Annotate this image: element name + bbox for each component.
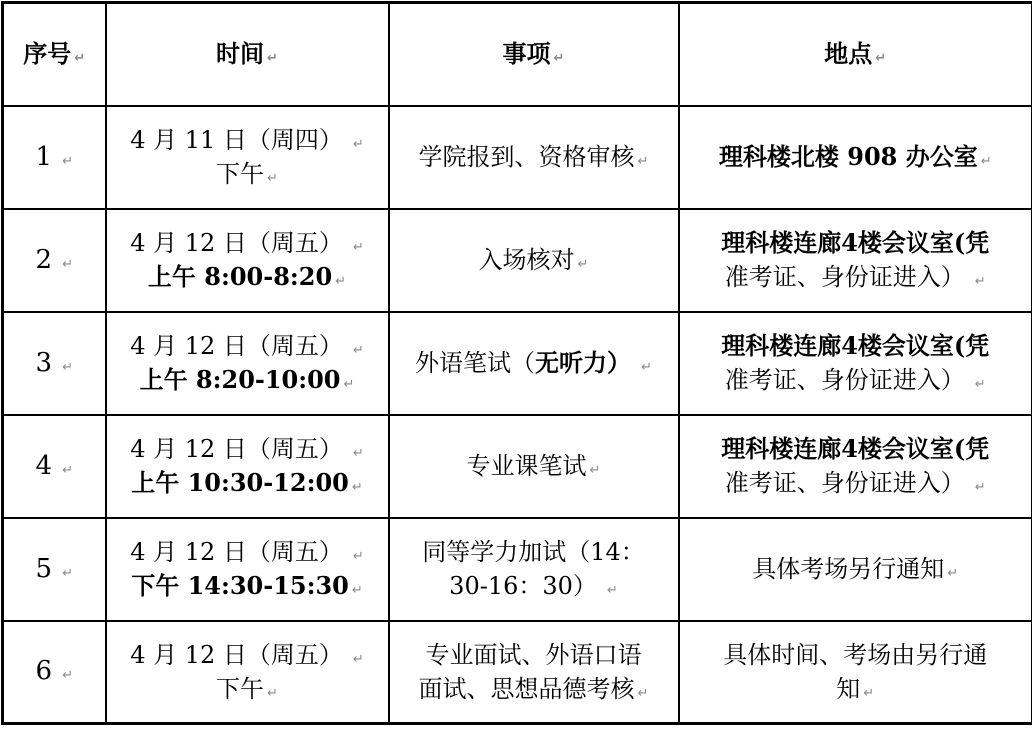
paragraph-mark-icon: ↵ (351, 480, 363, 495)
paragraph-mark-icon: ↵ (267, 685, 278, 701)
item-text: 入场核对 (478, 245, 575, 274)
item-text-line1: 专业面试、外语口语 (425, 640, 642, 669)
row-number: 2 (35, 244, 53, 275)
row-number: 1 (35, 141, 53, 172)
time-period: 下午 14:30-15:30 (131, 571, 349, 600)
row-number-cell (3, 621, 106, 724)
paragraph-mark-icon: ↵ (62, 256, 73, 272)
place-cell (679, 209, 1032, 312)
row-number: 3 (35, 347, 53, 378)
paragraph-mark-icon: ↵ (352, 342, 364, 358)
time-date: 4 月 12 日（周五） (130, 640, 343, 669)
table-row (3, 518, 1032, 621)
table-row (3, 209, 1032, 312)
paragraph-mark-icon: ↵ (62, 668, 73, 684)
paragraph-mark-icon: ↵ (352, 239, 364, 255)
time-cell (106, 312, 389, 415)
place-text: 理科楼北楼 908 办公室 (718, 141, 978, 171)
time-period: 下午 (216, 674, 265, 703)
header-cell-time (106, 3, 389, 106)
item-text-regular: 外语笔试（ (415, 348, 536, 377)
paragraph-mark-icon: ↵ (62, 153, 73, 169)
header-label-time: 时间 (216, 39, 265, 69)
time-date: 4 月 12 日（周五） (130, 228, 343, 257)
item-text: 专业课笔试 (466, 451, 587, 480)
paragraph-mark-icon: ↵ (980, 153, 992, 169)
paragraph-mark-icon: ↵ (637, 685, 649, 701)
item-cell (389, 415, 679, 518)
paragraph-mark-icon: ↵ (62, 565, 73, 581)
paragraph-mark-icon: ↵ (553, 51, 565, 67)
place-cell (679, 312, 1032, 415)
place-cell (679, 621, 1032, 724)
row-number: 6 (35, 656, 53, 687)
time-cell (106, 209, 389, 312)
time-period: 上午 8:00-8:20 (147, 262, 333, 291)
paragraph-mark-icon: ↵ (351, 583, 363, 598)
paragraph-mark-icon: ↵ (577, 256, 589, 272)
time-date: 4 月 12 日（周五） (130, 434, 343, 463)
paragraph-mark-icon: ↵ (343, 377, 355, 392)
time-cell (106, 621, 389, 724)
place-text: 具体考场另行通知 (752, 554, 945, 583)
paragraph-mark-icon: ↵ (875, 51, 887, 67)
table-row (3, 106, 1032, 209)
time-date: 4 月 12 日（周五） (130, 537, 343, 566)
table-row (3, 621, 1032, 724)
row-number-cell (3, 312, 106, 415)
paragraph-mark-icon: ↵ (974, 480, 986, 495)
header-cell-item (389, 3, 679, 106)
paragraph-mark-icon: ↵ (974, 377, 986, 392)
paragraph-mark-icon: ↵ (267, 171, 278, 186)
header-row (3, 3, 1032, 106)
paragraph-mark-icon: ↵ (606, 583, 618, 598)
place-cell (679, 518, 1032, 621)
item-text: 学院报到、资格审核 (418, 142, 635, 171)
item-cell (389, 106, 679, 209)
paragraph-mark-icon: ↵ (335, 274, 347, 289)
paragraph-mark-icon: ↵ (641, 359, 652, 375)
item-text-line2: 面试、思想品德考核 (418, 674, 635, 703)
row-number-cell (3, 106, 106, 209)
header-label-place: 地点 (824, 39, 873, 69)
item-cell (389, 312, 679, 415)
paragraph-mark-icon: ↵ (637, 153, 649, 169)
time-date: 4 月 11 日（周四） (130, 125, 343, 154)
place-text-line2: 知 (836, 674, 861, 703)
item-text-line1: 同等学力加试（14： (422, 537, 645, 566)
paragraph-mark-icon: ↵ (62, 359, 73, 375)
item-text-bold: 无听力） (535, 347, 632, 377)
header-label-item: 事项 (502, 39, 551, 69)
paragraph-mark-icon: ↵ (352, 136, 364, 152)
time-period: 上午 8:20-10:00 (139, 365, 341, 394)
place-text-line2: 准考证、身份证进入） (724, 366, 965, 394)
time-cell (106, 415, 389, 518)
paragraph-mark-icon: ↵ (267, 51, 278, 67)
paragraph-mark-icon: ↵ (974, 274, 986, 289)
row-number-cell (3, 518, 106, 621)
place-text-line2: 准考证、身份证进入） (724, 263, 965, 291)
time-period: 上午 10:30-12:00 (131, 468, 349, 497)
place-text-line2: 准考证、身份证进入） (724, 469, 965, 497)
item-cell (389, 209, 679, 312)
table-row (3, 415, 1032, 518)
item-text-line2: 30-16：30） (449, 572, 597, 600)
table-row (3, 312, 1032, 415)
place-text-line1: 具体时间、考场由另行通 (723, 640, 988, 669)
place-text-line1: 理科楼连廊4楼会议室(凭 (721, 227, 990, 257)
paragraph-mark-icon: ↵ (352, 548, 364, 564)
exam-schedule-table (1, 1, 1032, 725)
time-period: 下午 (216, 160, 265, 188)
header-label-number: 序号 (23, 39, 72, 69)
time-cell (106, 518, 389, 621)
paragraph-mark-icon: ↵ (863, 685, 875, 701)
row-number: 5 (35, 553, 53, 584)
item-cell (389, 518, 679, 621)
paragraph-mark-icon: ↵ (62, 462, 73, 478)
paragraph-mark-icon: ↵ (947, 565, 959, 581)
time-date: 4 月 12 日（周五） (130, 331, 343, 360)
row-number-cell (3, 415, 106, 518)
paragraph-mark-icon: ↵ (589, 462, 601, 478)
paragraph-mark-icon: ↵ (352, 651, 364, 667)
place-cell (679, 415, 1032, 518)
row-number-cell (3, 209, 106, 312)
paragraph-mark-icon: ↵ (74, 51, 86, 67)
time-cell (106, 106, 389, 209)
item-cell (389, 621, 679, 724)
header-cell-number (3, 3, 106, 106)
paragraph-mark-icon: ↵ (352, 445, 364, 461)
place-text-line1: 理科楼连廊4楼会议室(凭 (721, 433, 990, 463)
row-number: 4 (35, 450, 53, 481)
header-cell-place (679, 3, 1032, 106)
place-text-line1: 理科楼连廊4楼会议室(凭 (721, 330, 990, 360)
place-cell (679, 106, 1032, 209)
